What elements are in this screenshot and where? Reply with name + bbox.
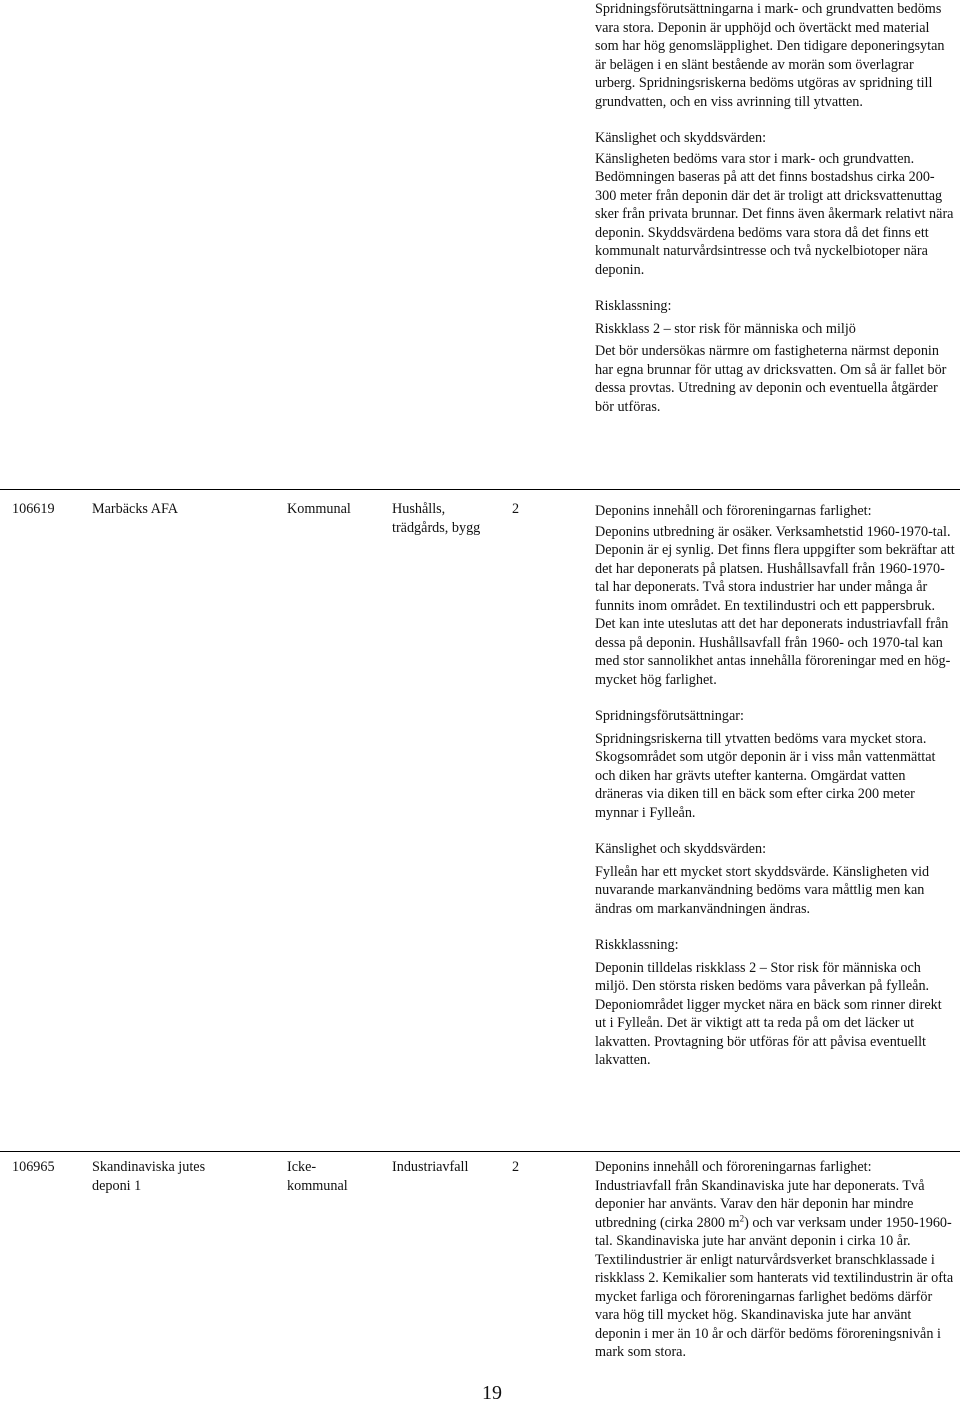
page-number: 19 xyxy=(482,1382,502,1404)
row1-heading-sensitivity: Känslighet och skyddsvärden: xyxy=(595,841,767,857)
row-class: 2 xyxy=(512,501,520,517)
row-description xyxy=(595,502,955,1070)
row2-superscript: 2 xyxy=(739,1212,745,1223)
row-divider-1 xyxy=(0,489,960,490)
row-id: 106965 xyxy=(12,1159,55,1175)
top-block xyxy=(595,0,955,416)
row1-paragraph-risk: Deponin tilldelas riskklass 2 – Stor risk för människa och miljö. Den största risken bedöms vara påverkan på fylleån. Deponiområdet ligger mycket nära en bäck som rinner direkt ut i Fylleån. Det är viktigt att ta reda på om det läcker ut lakvatten. Provtagning bör utföras för att påvisa eventuellt lakvatten. xyxy=(595,959,942,1068)
row1-paragraph-spread: Spridningsriskerna till ytvatten bedöms vara mycket stora. Skogsområdet som utgör deponin är i viss mån vattenmättat och diken har grävts utefter kanterna. Omgärdat vatten dräneras via diken till en bäck som efter cirka 200 meter mynnar i Fylleån. xyxy=(595,730,936,821)
row-waste: Hushålls, trädgårds, bygg xyxy=(392,501,481,536)
top-paragraph-sensitivity: Känsligheten bedöms vara stor i mark- och grundvatten. Bedömningen baseras på att det finns bostadshus cirka 200-300 meter från deponin där det är troligt att dricksvattenuttag sker från privata brunnar. Det finns även åkermark relativt nära deponin. Skyddsvärdena bedöms vara stora då det finns ett kommunalt naturvårdsintresse och två nyckelbiotoper nära deponin. xyxy=(595,150,954,278)
top-paragraph-spread: Spridningsförutsättningarna i mark- och grundvatten bedöms vara stora. Deponin är upphöjd och övertäckt med material som har hög genomsläpplighet. Den tidigare deponeringsytan är belägen i en slänt bestående av morän som överlagrar urberg. Spridningsriskerna bedöms utgöras av spridning till grundvatten, och en viss avrinning till ytvatten. xyxy=(595,1,945,110)
row2-paragraph-part-a: Industriavfall från Skandinaviska jute har deponerats. Två deponier har använts. Varav den här deponin har mindre utbredning (cirka 2800 m xyxy=(595,1177,925,1231)
top-heading-sensitivity: Känslighet och skyddsvärden: xyxy=(595,130,767,146)
row2-paragraph-content xyxy=(595,1177,955,1362)
row-class: 2 xyxy=(512,1159,520,1175)
row-id: 106619 xyxy=(12,501,55,517)
row-name: Marbäcks AFA xyxy=(92,501,179,517)
row-description xyxy=(595,1158,955,1362)
row-name: Skandinaviska jutes deponi 1 xyxy=(92,1159,206,1194)
row-divider-2 xyxy=(0,1151,960,1152)
top-paragraph-risk-action: Det bör undersökas närmre om fastigheterna närmst deponin har egna brunnar för uttag av dricksvatten. Om så är fallet bör dessa provtas. Utredning av deponin och eventuella åtgärder bör utföras. xyxy=(595,343,947,415)
row2-heading-content: Deponins innehåll och föroreningarnas farlighet: xyxy=(595,1159,872,1175)
row-owner: Icke-kommunal xyxy=(287,1159,348,1194)
row2-paragraph-part-b: ) och var verksam under 1950-1960-tal. Skandinaviska jute har använt deponin i cirka 10 år. Textilindustrier är enligt naturvårdsverket branschklassade i riskklass 2. Kemikalier som hanterats vid textilindustrin är ofta mycket farliga och föroreningarnas farlighet bedöms därför vara hög till mycket hög. Skandinaviska jute har använt deponin i mer än 10 år och därför bedöms föroreningsnivån i mark som stora. xyxy=(595,1214,954,1360)
row1-heading-content: Deponins innehåll och föroreningarnas farlighet: xyxy=(595,503,872,519)
row1-paragraph-sensitivity: Fylleån har ett mycket stort skyddsvärde. Känsligheten vid nuvarande markanvändning bedöms vara måttlig men kan ändras om markanvändningen ändras. xyxy=(595,863,930,917)
row1-heading-risk: Riskklassning: xyxy=(595,937,679,953)
top-paragraph-risk-class: Riskklass 2 – stor risk för människa och miljö xyxy=(595,320,856,337)
row-waste: Industriavfall xyxy=(392,1159,469,1175)
top-heading-risk: Risklassning: xyxy=(595,298,672,314)
row1-heading-spread: Spridningsförutsättningar: xyxy=(595,708,744,724)
row1-paragraph-content: Deponins utbredning är osäker. Verksamhetstid 1960-1970-tal. Deponin är ej synlig. Det finns flera uppgifter som bekräftar att det har deponerats på platsen. Hushållsavfall från 1960-1970-tal har deponerats. Två stora industrier har under många år funnits inom området. En textilindustri och ett pappersbruk. Det kan inte uteslutas att det har deponerats industriavfall från dessa på deponin. Hushållsavfall från 1960- och 1970-tal kan med stor sannolikhet antas innehålla föroreningar med en hög-mycket hög farlighet. xyxy=(595,523,955,688)
row-owner: Kommunal xyxy=(287,501,351,517)
